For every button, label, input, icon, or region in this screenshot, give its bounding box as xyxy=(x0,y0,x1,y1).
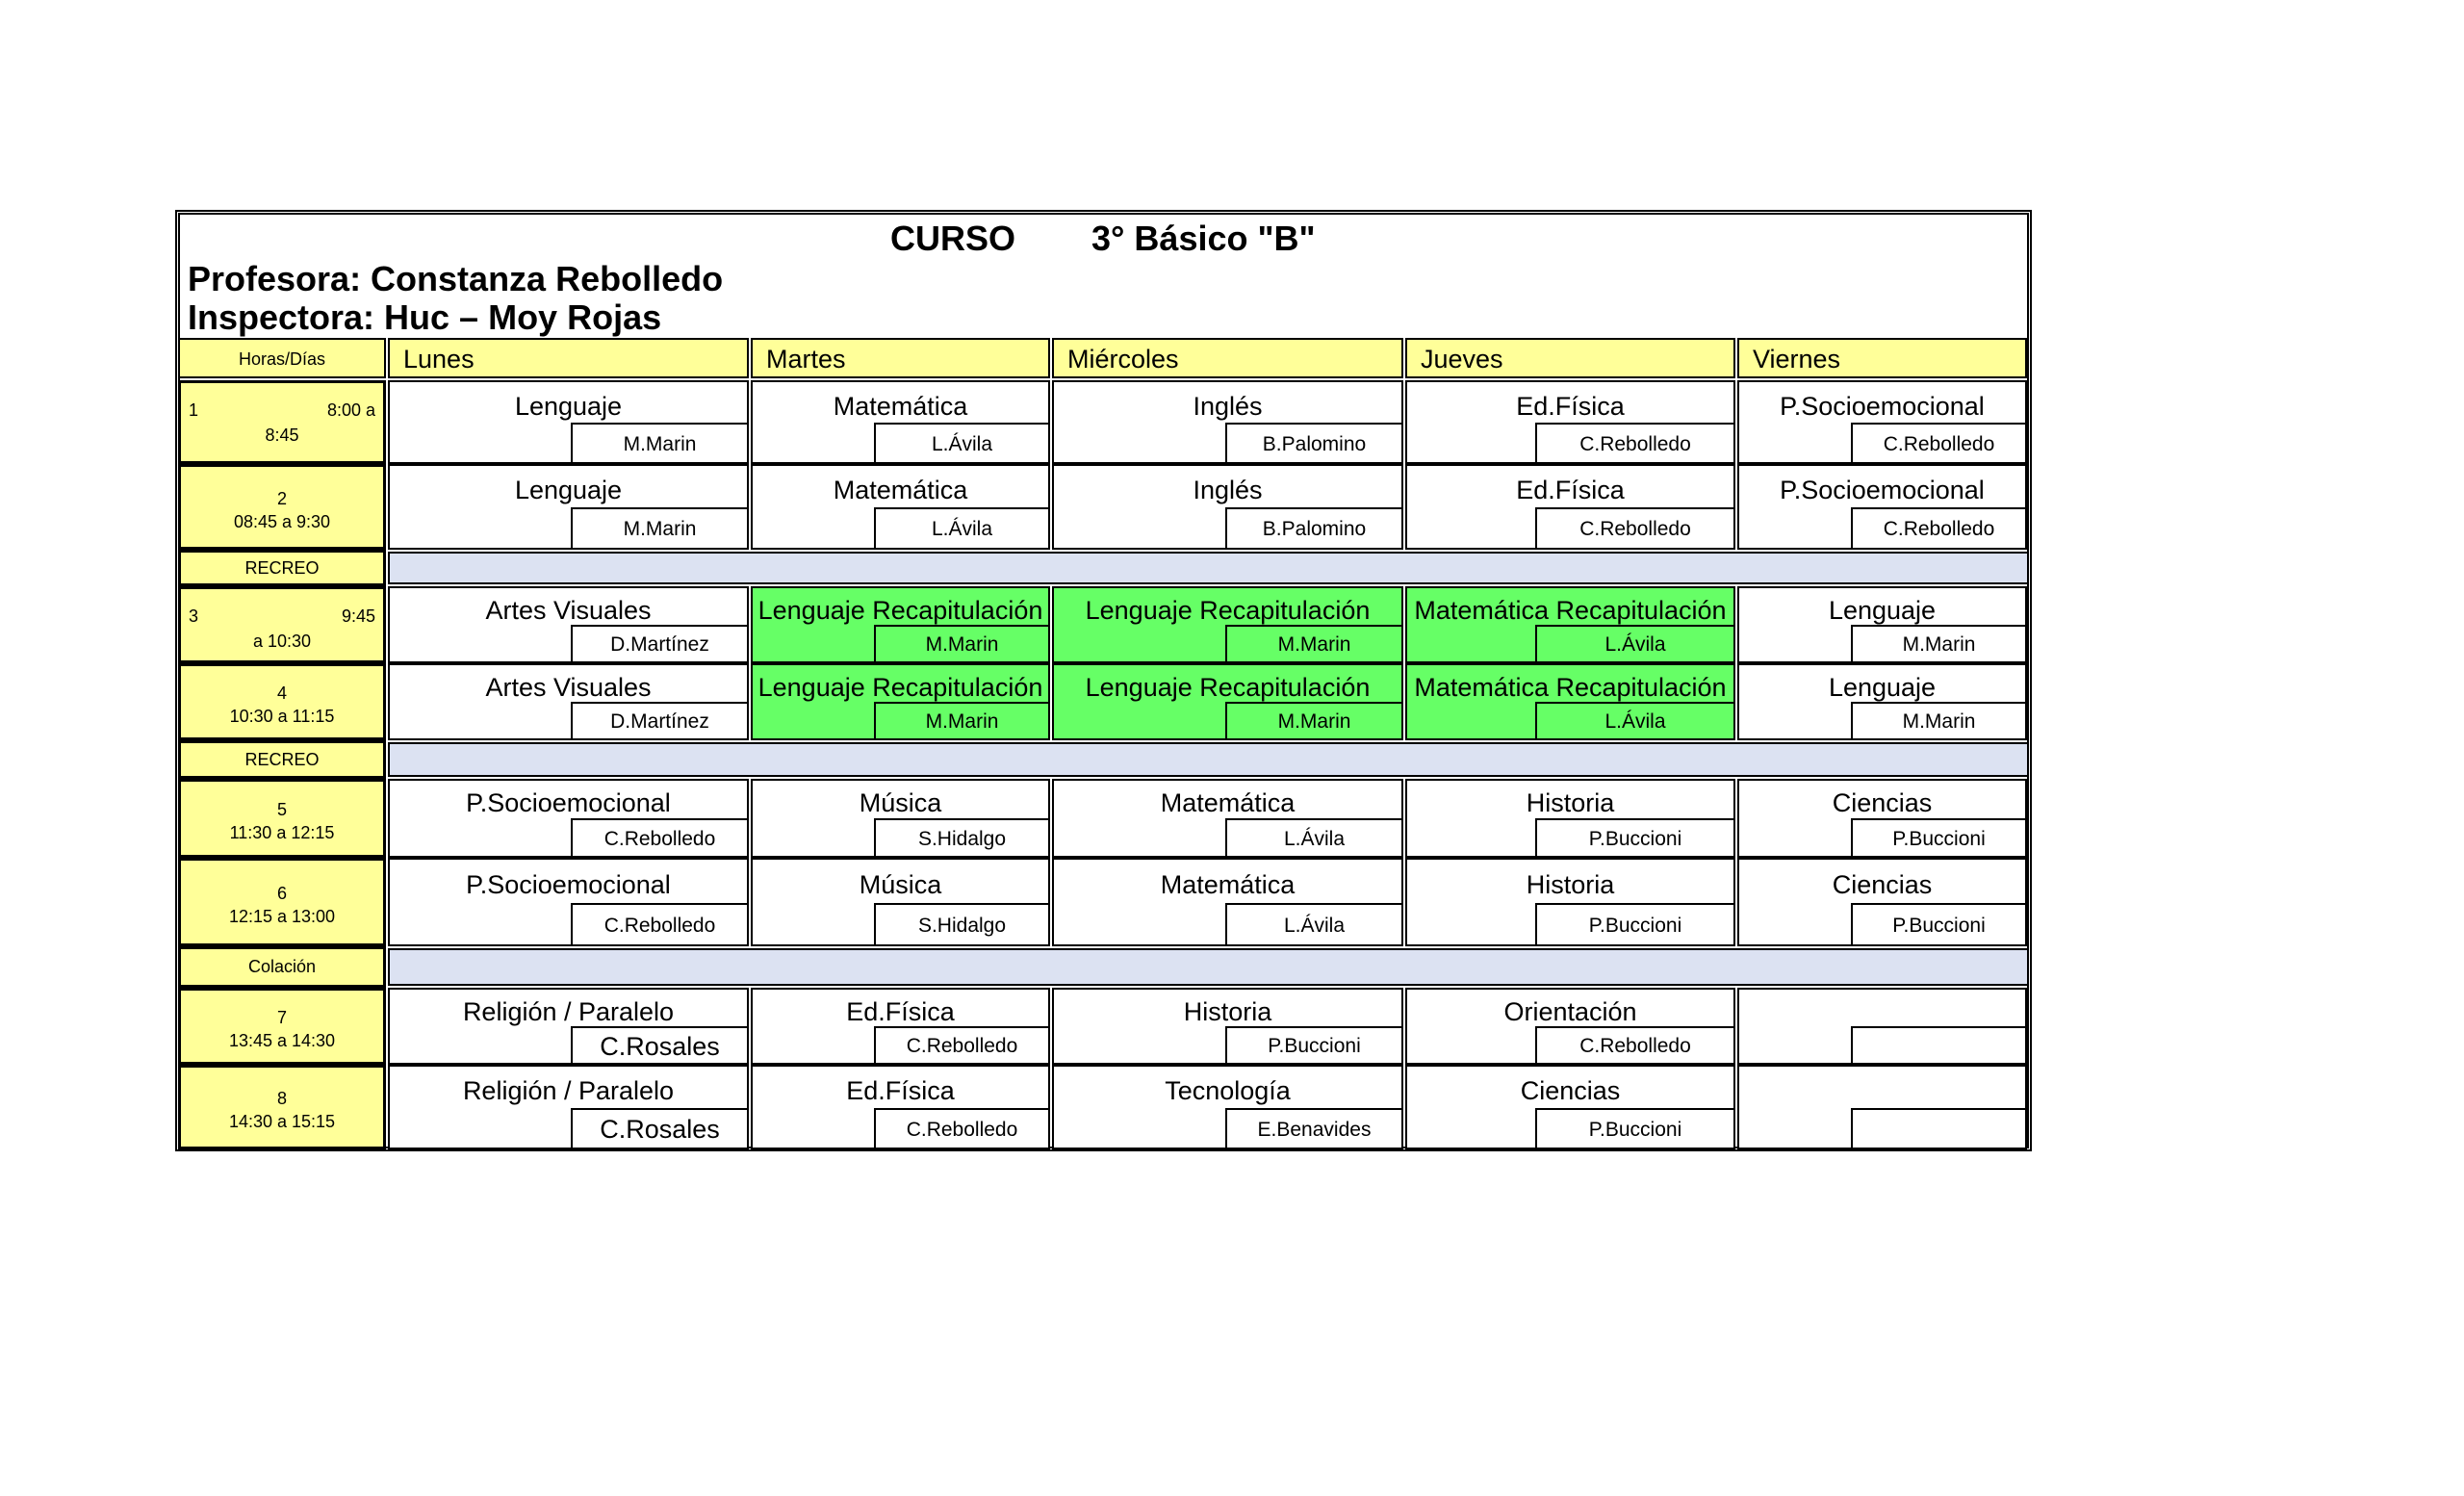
class-cell xyxy=(1405,663,1735,740)
teacher-name: L.Ávila xyxy=(1225,903,1401,944)
day-header-jueves: Jueves xyxy=(1405,338,1735,378)
class-cell xyxy=(1052,988,1403,1065)
subject-name: Historia xyxy=(1526,870,1615,899)
curso-value: 3° Básico "B" xyxy=(1091,219,1316,258)
day-header-lunes: Lunes xyxy=(388,338,749,378)
subject-name: Tecnología xyxy=(1165,1076,1291,1105)
subject-name: Artes Visuales xyxy=(485,673,652,702)
curso-label: CURSO xyxy=(890,219,1016,258)
day-header-martes: Martes xyxy=(751,338,1050,378)
teacher-name: C.Rebolledo xyxy=(1535,1026,1733,1063)
class-cell xyxy=(1405,1065,1735,1149)
class-cell xyxy=(1052,380,1403,464)
day-header-miércoles: Miércoles xyxy=(1052,338,1403,378)
inspectora-line: Inspectora: Huc – Moy Rojas xyxy=(188,297,662,337)
subject-name: Matemática xyxy=(833,392,968,421)
break-label: Colación xyxy=(178,946,386,988)
subject-name: Matemática xyxy=(1160,788,1296,817)
subject-name: Lenguaje Recapitulación xyxy=(1085,673,1371,702)
teacher-name: L.Ávila xyxy=(1535,625,1733,661)
teacher-name: S.Hidalgo xyxy=(874,818,1048,856)
subject-name: Lenguaje xyxy=(514,392,623,421)
subject-name: Ciencias xyxy=(1520,1076,1621,1105)
subject-name: Matemática Recapitulación xyxy=(1414,673,1727,702)
subject-name: Historia xyxy=(1526,788,1615,817)
class-cell xyxy=(1405,464,1735,550)
period-number: 6 xyxy=(276,884,287,903)
teacher-name: P.Buccioni xyxy=(1535,1108,1733,1148)
subject-name: Ed.Física xyxy=(1516,476,1625,504)
teacher-name: S.Hidalgo xyxy=(874,903,1048,944)
class-cell xyxy=(1737,1065,2027,1149)
class-cell xyxy=(388,380,749,464)
teacher-name: C.Rosales xyxy=(571,1026,747,1063)
subject-name: Inglés xyxy=(1193,476,1263,504)
teacher-name: P.Buccioni xyxy=(1851,903,2025,944)
teacher-name: L.Ávila xyxy=(1225,818,1401,856)
subject-name: Ed.Física xyxy=(846,997,955,1026)
period-time: 12:15 a 13:00 xyxy=(228,907,336,926)
teacher-name: L.Ávila xyxy=(874,423,1048,462)
subject-name: Lenguaje Recapitulación xyxy=(757,673,1043,702)
class-cell xyxy=(388,988,749,1065)
class-cell xyxy=(751,586,1050,663)
break-band xyxy=(388,948,2029,986)
class-cell xyxy=(1737,586,2027,663)
teacher-name: L.Ávila xyxy=(874,507,1048,548)
subject-name: Artes Visuales xyxy=(485,596,652,625)
teacher-name: B.Palomino xyxy=(1225,423,1401,462)
day-header-viernes: Viernes xyxy=(1737,338,2027,378)
period-time-end: 8:45 xyxy=(265,426,299,445)
subject-name: P.Socioemocional xyxy=(466,788,671,817)
break-label: RECREO xyxy=(178,740,386,779)
teacher-name: B.Palomino xyxy=(1225,507,1401,548)
class-cell xyxy=(388,779,749,858)
class-cell xyxy=(1405,858,1735,946)
subject-name: Ciencias xyxy=(1832,788,1933,817)
class-cell xyxy=(1405,779,1735,858)
teacher-name: C.Rebolledo xyxy=(874,1108,1048,1148)
subject-name: Matemática xyxy=(1160,870,1296,899)
class-cell xyxy=(1737,988,2027,1065)
class-cell xyxy=(388,464,749,550)
subject-name: Lenguaje Recapitulación xyxy=(1085,596,1371,625)
class-cell xyxy=(1405,988,1735,1065)
teacher-name: P.Buccioni xyxy=(1535,903,1733,944)
teacher-name: M.Marin xyxy=(1851,702,2025,738)
teacher-name: M.Marin xyxy=(1851,625,2025,661)
class-cell xyxy=(388,1065,749,1149)
class-cell xyxy=(1737,858,2027,946)
period-1-hours xyxy=(178,380,386,464)
teacher-name: C.Rebolledo xyxy=(571,903,747,944)
period-time: 11:30 a 12:15 xyxy=(229,823,335,842)
class-cell xyxy=(751,380,1050,464)
teacher-name: C.Rebolledo xyxy=(1535,507,1733,548)
subject-name: Religión / Paralelo xyxy=(462,997,675,1026)
subject-name: P.Socioemocional xyxy=(1780,392,1985,421)
class-cell xyxy=(1052,858,1403,946)
teacher-name xyxy=(1851,1108,2025,1148)
teacher-name: L.Ávila xyxy=(1535,702,1733,738)
class-cell xyxy=(1737,380,2027,464)
subject-name: P.Socioemocional xyxy=(1780,476,1985,504)
period-number: 3 xyxy=(189,606,199,626)
period-time-start: 9:45 xyxy=(341,606,375,626)
subject-name: Matemática xyxy=(833,476,968,504)
subject-name: Ed.Física xyxy=(1516,392,1625,421)
class-cell xyxy=(751,988,1050,1065)
teacher-name: P.Buccioni xyxy=(1851,818,2025,856)
subject-name: Lenguaje xyxy=(514,476,623,504)
class-cell xyxy=(751,1065,1050,1149)
period-number: 4 xyxy=(276,684,287,703)
period-3-hours xyxy=(178,586,386,663)
period-4-hours xyxy=(178,663,386,740)
teacher-name: E.Benavides xyxy=(1225,1108,1401,1148)
period-7-hours xyxy=(178,988,386,1065)
class-cell xyxy=(388,858,749,946)
teacher-name: C.Rebolledo xyxy=(1851,507,2025,548)
subject-name: Lenguaje xyxy=(1828,673,1937,702)
period-number: 7 xyxy=(276,1008,287,1027)
subject-name: Lenguaje xyxy=(1828,596,1937,625)
period-number: 8 xyxy=(276,1089,287,1108)
subject-name: Lenguaje Recapitulación xyxy=(757,596,1043,625)
break-label: RECREO xyxy=(178,550,386,586)
class-cell xyxy=(751,464,1050,550)
break-band xyxy=(388,552,2029,584)
teacher-name: P.Buccioni xyxy=(1535,818,1733,856)
subject-name: Ed.Física xyxy=(846,1076,955,1105)
class-cell xyxy=(751,858,1050,946)
teacher-name: M.Marin xyxy=(1225,702,1401,738)
subject-name: Religión / Paralelo xyxy=(462,1076,675,1105)
subject-name: Ciencias xyxy=(1832,870,1933,899)
period-number: 2 xyxy=(276,488,287,508)
teacher-name: M.Marin xyxy=(571,423,747,462)
schedule-header xyxy=(176,211,2030,336)
teacher-name: C.Rebolledo xyxy=(1851,423,2025,462)
class-cell xyxy=(751,663,1050,740)
period-time: 10:30 a 11:15 xyxy=(229,707,335,726)
teacher-name: C.Rebolledo xyxy=(571,818,747,856)
subject-name: Orientación xyxy=(1503,997,1637,1026)
subject-name: Historia xyxy=(1183,997,1272,1026)
period-time: 14:30 a 15:15 xyxy=(228,1112,336,1131)
class-cell xyxy=(1737,779,2027,858)
class-cell xyxy=(1052,663,1403,740)
teacher-name: D.Martínez xyxy=(571,702,747,738)
teacher-name xyxy=(1851,1026,2025,1063)
teacher-name: M.Marin xyxy=(1225,625,1401,661)
class-cell xyxy=(1052,464,1403,550)
teacher-name: C.Rebolledo xyxy=(874,1026,1048,1063)
teacher-name: C.Rebolledo xyxy=(1535,423,1733,462)
teacher-name: M.Marin xyxy=(874,702,1048,738)
period-time-end: a 10:30 xyxy=(252,632,312,651)
profesora-line: Profesora: Constanza Rebolledo xyxy=(188,259,724,298)
period-6-hours xyxy=(178,858,386,946)
class-cell xyxy=(1405,586,1735,663)
subject-name: P.Socioemocional xyxy=(466,870,671,899)
hours-days-header: Horas/Días xyxy=(178,338,386,378)
period-time: 08:45 a 9:30 xyxy=(233,511,331,531)
period-5-hours xyxy=(178,779,386,858)
subject-name: Inglés xyxy=(1193,392,1263,421)
subject-name: Matemática Recapitulación xyxy=(1414,596,1727,625)
break-band xyxy=(388,742,2029,777)
class-cell xyxy=(1405,380,1735,464)
period-time-start: 8:00 a xyxy=(326,400,375,420)
teacher-name: D.Martínez xyxy=(571,625,747,661)
subject-name: Música xyxy=(859,870,942,899)
teacher-name: P.Buccioni xyxy=(1225,1026,1401,1063)
period-time: 13:45 a 14:30 xyxy=(228,1031,336,1050)
teacher-name: C.Rosales xyxy=(571,1108,747,1148)
teacher-name: M.Marin xyxy=(571,507,747,548)
period-2-hours xyxy=(178,464,386,550)
class-cell xyxy=(1737,464,2027,550)
period-8-hours xyxy=(178,1065,386,1149)
period-number: 1 xyxy=(189,400,199,420)
class-cell xyxy=(1052,1065,1403,1149)
class-cell xyxy=(751,779,1050,858)
teacher-name: M.Marin xyxy=(874,625,1048,661)
class-cell xyxy=(388,663,749,740)
class-cell xyxy=(388,586,749,663)
subject-name: Música xyxy=(859,788,942,817)
period-number: 5 xyxy=(276,800,287,819)
class-cell xyxy=(1052,779,1403,858)
class-cell xyxy=(1052,586,1403,663)
class-cell xyxy=(1737,663,2027,740)
